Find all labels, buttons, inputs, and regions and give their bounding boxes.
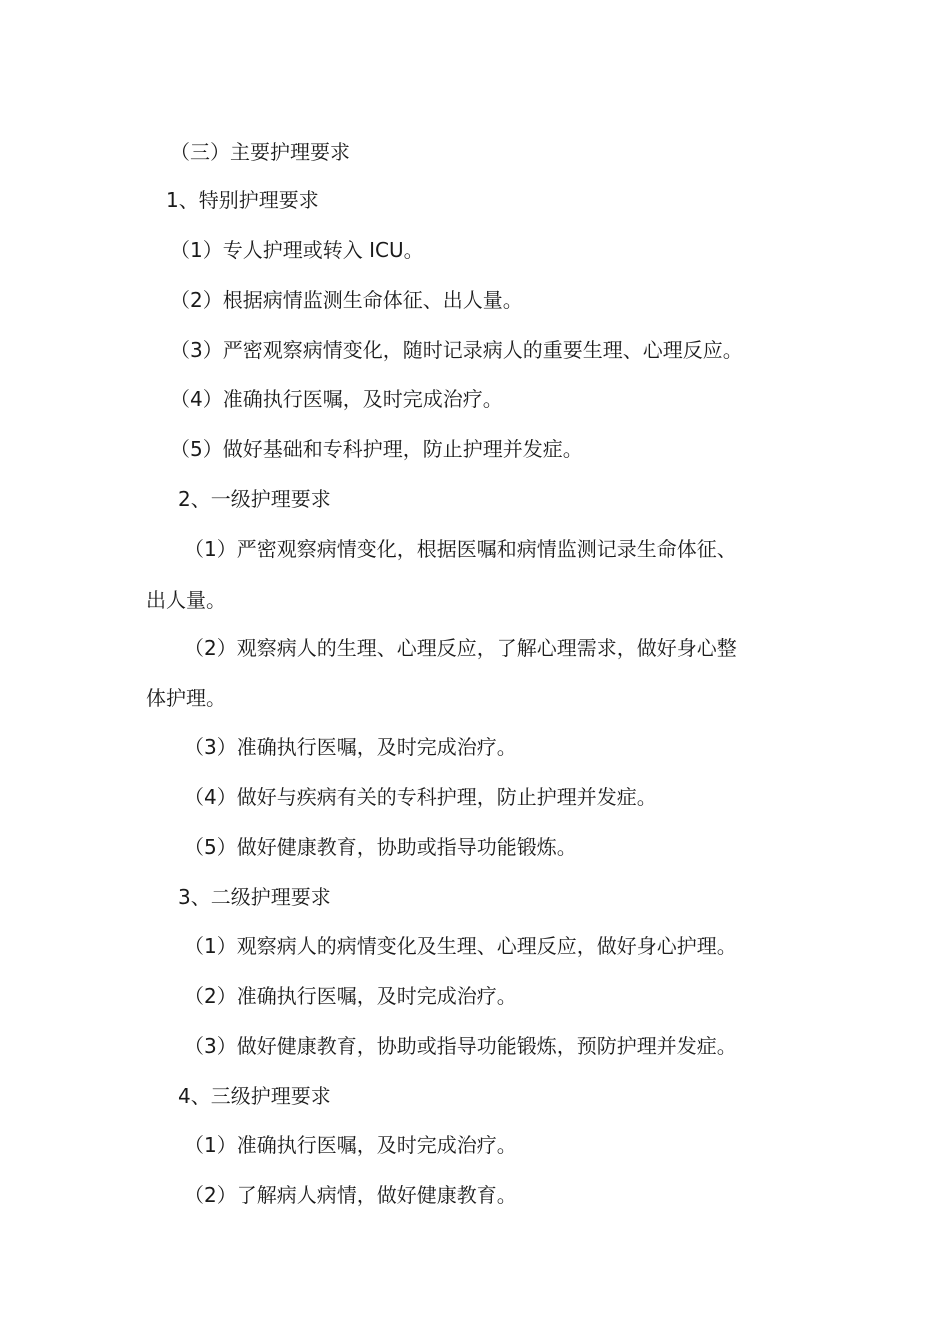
subheading-first-level-care: 2、一级护理要求 (178, 487, 331, 511)
special-care-item-3: （3）严密观察病情变化，随时记录病人的重要生理、心理反应。 (170, 338, 743, 362)
second-level-item-2: （2）准确执行医嘱，及时完成治疗。 (184, 984, 517, 1008)
first-level-item-1-cont: 出人量。 (146, 588, 226, 612)
section-heading: （三）主要护理要求 (170, 140, 350, 164)
special-care-item-1: （1）专人护理或转入 ICU。 (170, 238, 424, 262)
subheading-second-level-care: 3、二级护理要求 (178, 885, 331, 909)
first-level-item-2-cont: 体护理。 (146, 686, 226, 710)
second-level-item-3: （3）做好健康教育，协助或指导功能锻炼，预防护理并发症。 (184, 1034, 737, 1058)
special-care-item-5: （5）做好基础和专科护理，防止护理并发症。 (170, 437, 583, 461)
subheading-third-level-care: 4、三级护理要求 (178, 1084, 331, 1108)
first-level-item-1: （1）严密观察病情变化，根据医嘱和病情监测记录生命体征、 (184, 537, 737, 561)
second-level-item-1: （1）观察病人的病情变化及生理、心理反应，做好身心护理。 (184, 934, 737, 958)
first-level-item-4: （4）做好与疾病有关的专科护理，防止护理并发症。 (184, 785, 657, 809)
first-level-item-2: （2）观察病人的生理、心理反应，了解心理需求，做好身心整 (184, 636, 737, 660)
special-care-item-4: （4）准确执行医嘱，及时完成治疗。 (170, 387, 503, 411)
first-level-item-5: （5）做好健康教育，协助或指导功能锻炼。 (184, 835, 577, 859)
third-level-item-2: （2）了解病人病情，做好健康教育。 (184, 1183, 517, 1207)
third-level-item-1: （1）准确执行医嘱，及时完成治疗。 (184, 1133, 517, 1157)
first-level-item-3: （3）准确执行医嘱，及时完成治疗。 (184, 735, 517, 759)
special-care-item-2: （2）根据病情监测生命体征、出人量。 (170, 288, 523, 312)
subheading-special-care: 1、特别护理要求 (166, 188, 319, 212)
